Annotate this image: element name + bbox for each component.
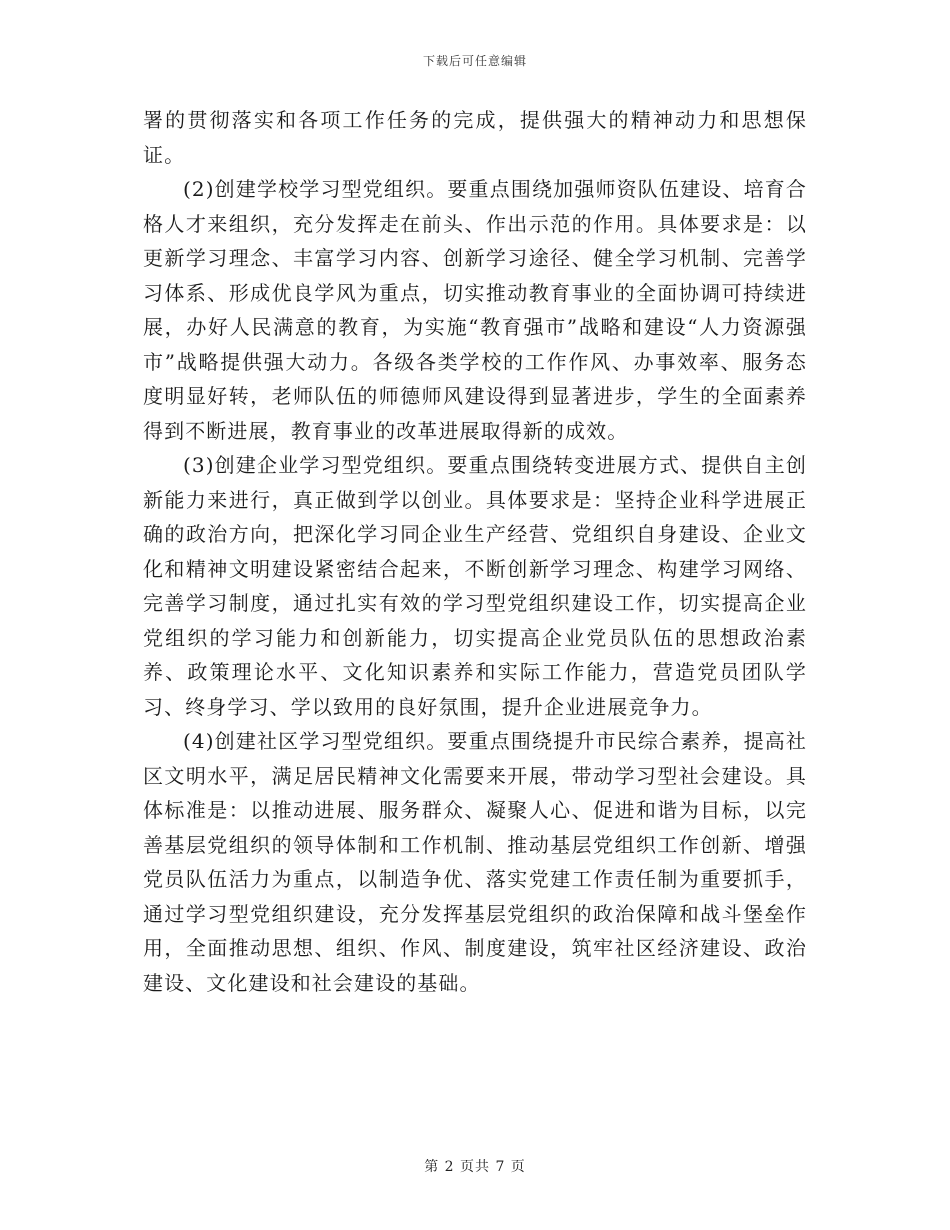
paragraph-1: 署的贯彻落实和各项工作任务的完成，提供强大的精神动力和思想保证。 — [143, 108, 807, 167]
document-body — [143, 103, 807, 1000]
page-number: 第 2 页共 7 页 — [424, 1159, 526, 1175]
paragraph-3: (3)创建企业学习型党组织。要重点围绕转变进展方式、提供自主创新能力来进行，真正做到学以创业。具体要求是：坚持企业科学进展正确的政治方向，把深化学习同企业生产经营、党组织自身建设、企业文化和精神文明建设紧密结合起来，不断创新学习理念、构建学习网络、完善学习制度，通过扎实有效的学习型党组织建设工作，切实提高企业党组织的学习能力和创新能力，切实提高企业党员队伍的思想政治素养、政策理论水平、文化知识素养和实际工作能力，营造党员团队学习、终身学习、学以致用的良好氛围，提升企业进展竞争力。 — [143, 453, 807, 719]
page-header: 下载后可任意编辑 — [422, 54, 527, 68]
paragraph-4: (4)创建社区学习型党组织。要重点围绕提升市民综合素养，提高社区文明水平，满足居民精神文化需要来开展，带动学习型社会建设。具体标准是：以推动进展、服务群众、凝聚人心、促进和谐为目标，以完善基层党组织的领导体制和工作机制、推动基层党组织工作创新、增强党员队伍活力为重点，以制造争优、落实党建工作责任制为重要抓手，通过学习型党组织建设，充分发挥基层党组织的政治保障和战斗堡垒作用，全面推动思想、组织、作风、制度建设，筑牢社区经济建设、政治建设、文化建设和社会建设的基础。 — [143, 729, 807, 995]
paragraph-2: (2)创建学校学习型党组织。要重点围绕加强师资队伍建设、培育合格人才来组织，充分发挥走在前头、作出示范的作用。具体要求是：以更新学习理念、丰富学习内容、创新学习途径、健全学习机制、完善学习体系、形成优良学风为重点，切实推动教育事业的全面协调可持续进展，办好人民满意的教育，为实施“教育强市”战略和建设“人力资源强市”战略提供强大动力。各级各类学校的工作作风、办事效率、服务态度明显好转，老师队伍的师德师风建设得到显著进步，学生的全面素养得到不断进展，教育事业的改革进展取得新的成效。 — [143, 177, 807, 443]
